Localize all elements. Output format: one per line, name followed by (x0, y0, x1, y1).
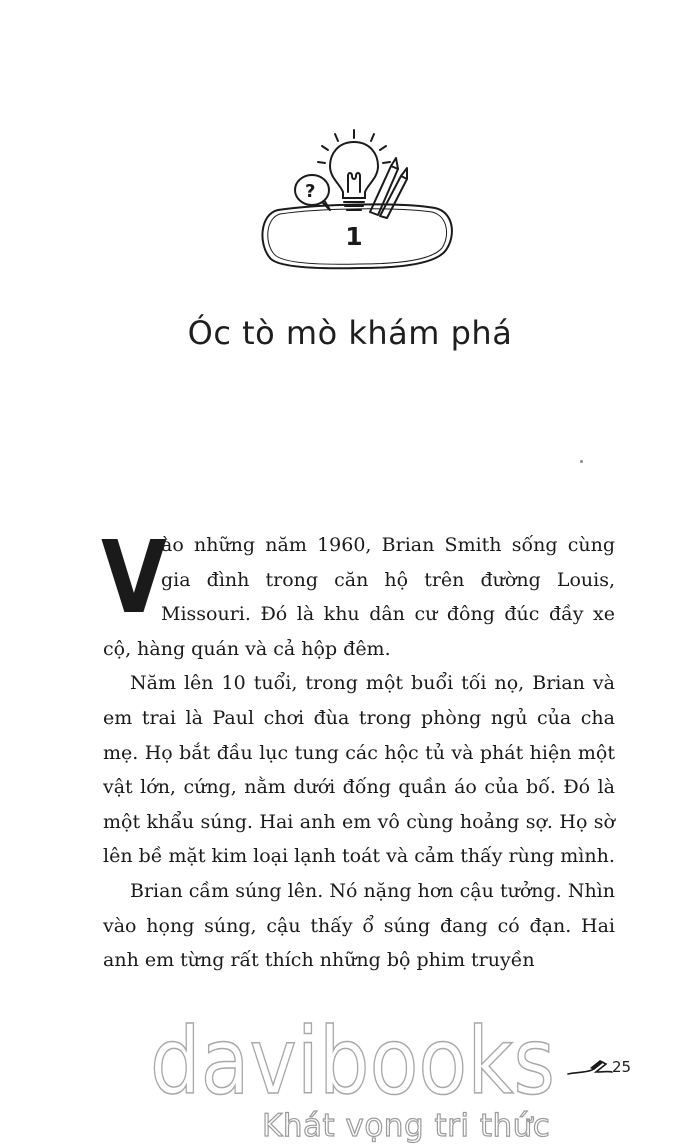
watermark-text: davibooks (150, 1008, 555, 1115)
chapter-title: Óc tò mò khám phá (187, 314, 513, 352)
lightbulb-icon (318, 130, 390, 210)
page-number: 25 (612, 1058, 632, 1076)
watermark-slogan: Khát vọng tri thức (262, 1108, 551, 1144)
paragraph-text: ào những năm 1960, Brian Smith sống cùng gia đình trong căn hộ trên đường Louis, Missouri. Đó là khu dân cư đông đúc đầy xe cộ, hàng quán và cả hộp đêm. (103, 534, 615, 660)
body-text (101, 519, 615, 978)
paragraph (101, 519, 615, 666)
svg-text:?: ? (305, 181, 316, 202)
chapter-number: 1 (345, 222, 363, 251)
scan-speck (580, 460, 583, 463)
pen-doodle-icon (566, 1056, 614, 1078)
watermark-logo (150, 1008, 560, 1115)
paragraph: Năm lên 10 tuổi, trong một buổi tối nọ, Brian và em trai là Paul chơi đùa trong phòng ngủ của cha mẹ. Họ bắt đầu lục tung các hộc tủ và phát hiện một vật lớn, cứng, nằm dưới đống quần áo của bố. Đó là một khẩu súng. Hai anh em vô cùng hoảng sợ. Họ sờ lên bề mặt kim loại lạnh toát và cảm thấy rùng mình. (103, 672, 615, 868)
chapter-emblem (250, 118, 460, 283)
paragraph: Brian cầm súng lên. Nó nặng hơn cậu tưởng. Nhìn vào họng súng, cậu thấy ổ súng đang có đạn. Hai anh em từng rất thích những bộ phim truyền (103, 879, 615, 972)
drop-cap: V (101, 519, 167, 636)
